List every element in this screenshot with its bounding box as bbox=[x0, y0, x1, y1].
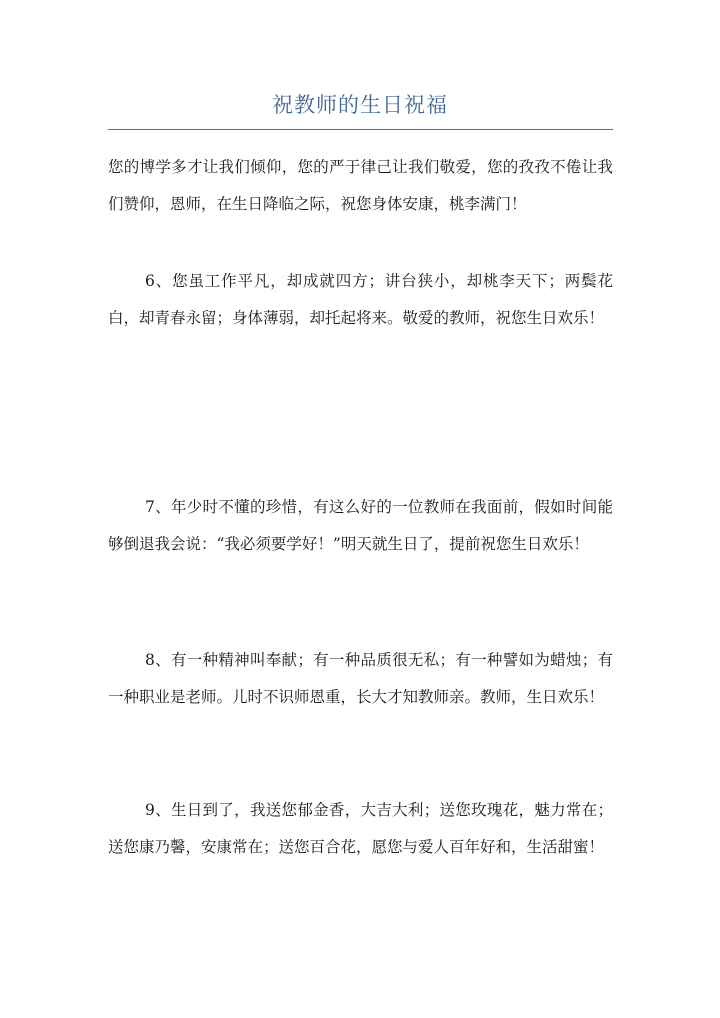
paragraph-intro: 您的博学多才让我们倾仰，您的严于律己让我们敬爱，您的孜孜不倦让我们赞仰，恩师，在生日降临之际，祝您身体安康，桃李满门！ bbox=[108, 158, 613, 213]
document-title: 祝教师的生日祝福 bbox=[272, 93, 448, 117]
paragraph-9: 9、生日到了，我送您郁金香，大吉大利；送您玫瑰花，魅力常在；送您康乃馨，安康常在；送您百合花，愿您与爱人百年好和，生活甜蜜！ bbox=[108, 801, 613, 856]
title-underline bbox=[108, 129, 613, 130]
paragraph-8: 8、有一种精神叫奉献；有一种品质很无私；有一种譬如为蜡烛；有一种职业是老师。儿时不识师恩重，长大才知教师亲。教师，生日欢乐！ bbox=[108, 651, 613, 706]
paragraph-6: 6、您虽工作平凡，却成就四方；讲台狭小，却桃李天下；两鬓花白，却青春永留；身体薄弱，却托起将来。敬爱的教师，祝您生日欢乐！ bbox=[108, 272, 613, 327]
paragraph-7: 7、年少时不懂的珍惜，有这么好的一位教师在我面前，假如时间能够倒退我会说：“我必须要学好！”明天就生日了，提前祝您生日欢乐！ bbox=[108, 498, 613, 553]
